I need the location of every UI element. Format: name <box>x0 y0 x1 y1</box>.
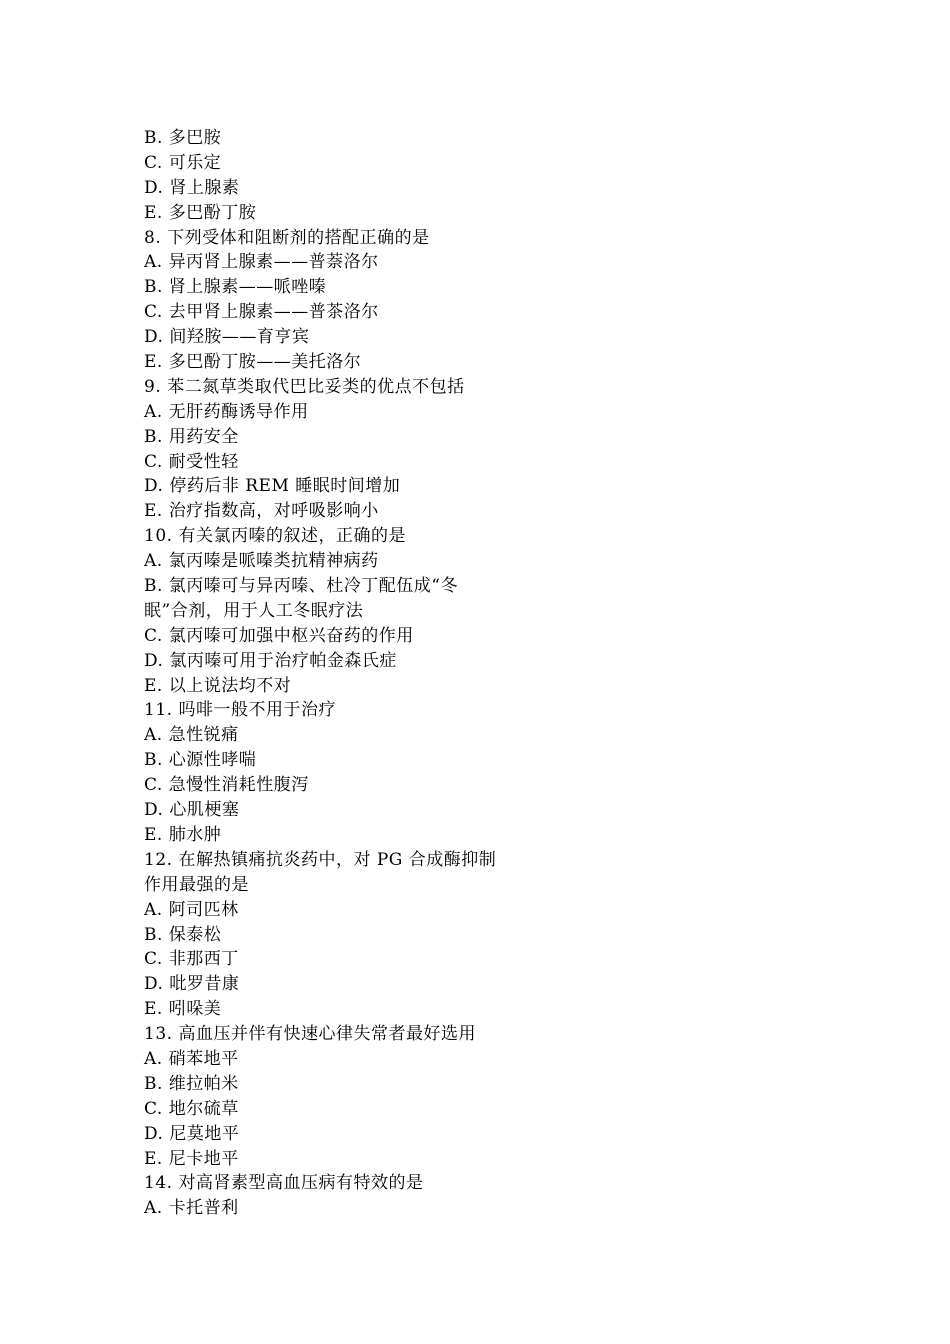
text-line: D. 肾上腺素 <box>144 177 240 198</box>
text-line: E. 吲哚美 <box>144 999 222 1020</box>
text-line: B. 多巴胺 <box>144 128 222 148</box>
text-line: A. 硝苯地平 <box>144 1048 239 1069</box>
text-line: E. 多巴酚丁胺——美托洛尔 <box>144 352 362 373</box>
text-line: E. 以上说法均不对 <box>144 675 292 696</box>
text-line: A. 急性锐痛 <box>144 725 239 746</box>
text-line: C. 非那西丁 <box>144 949 239 970</box>
text-line: E. 治疗指数高，对呼吸影响小 <box>144 501 379 522</box>
text-line: A. 阿司匹林 <box>144 899 239 920</box>
text-line: E. 肺水肿 <box>144 824 222 845</box>
text-line: 作用最强的是 <box>144 874 249 895</box>
text-line: C. 去甲肾上腺素——普茶洛尔 <box>144 302 379 323</box>
text-line: C. 耐受性轻 <box>144 451 239 472</box>
text-line: A. 异丙肾上腺素——普萘洛尔 <box>144 252 379 273</box>
text-line: B. 心源性哮喘 <box>144 750 257 771</box>
text-line: C. 急慢性消耗性腹泻 <box>144 775 309 796</box>
text-line: D. 心肌梗塞 <box>144 800 240 821</box>
question-line: 12. 在解热镇痛抗炎药中，对 PG 合成酶抑制 <box>144 849 497 870</box>
text-line: B. 维拉帕米 <box>144 1073 239 1094</box>
question-line: 14. 对高肾素型高血压病有特效的是 <box>144 1173 424 1194</box>
question-line: 11. 吗啡一般不用于治疗 <box>144 700 336 721</box>
text-line: E. 尼卡地平 <box>144 1148 239 1169</box>
text-line: A. 无肝药酶诱导作用 <box>144 401 309 422</box>
question-line: 13. 高血压并伴有快速心律失常者最好选用 <box>144 1024 476 1045</box>
text-line: B. 保泰松 <box>144 924 222 945</box>
question-line: 10. 有关氯丙嗪的叙述，正确的是 <box>144 526 406 547</box>
text-line: D. 间羟胺——育亨宾 <box>144 327 310 348</box>
document-body <box>144 126 524 1221</box>
question-line: 9. 苯二氮草类取代巴比妥类的优点不包括 <box>144 376 465 397</box>
text-line: D. 尼莫地平 <box>144 1123 240 1144</box>
text-line: D. 停药后非 REM 睡眠时间增加 <box>144 476 401 497</box>
text-line: E. 多巴酚丁胺 <box>144 202 257 223</box>
text-line: C. 地尔硫草 <box>144 1098 239 1119</box>
text-line: B. 肾上腺素——哌唑嗪 <box>144 277 327 298</box>
text-line: C. 可乐定 <box>144 152 222 173</box>
text-line: B. 氯丙嗪可与异丙嗪、杜冷丁配伍成“冬 <box>144 576 458 597</box>
text-line: 眠”合剂，用于人工冬眠疗法 <box>144 600 364 621</box>
text-line: C. 氯丙嗪可加强中枢兴奋药的作用 <box>144 625 414 646</box>
text-line: B. 用药安全 <box>144 426 239 447</box>
text-line: A. 卡托普利 <box>144 1198 239 1219</box>
question-line: 8. 下列受体和阻断剂的搭配正确的是 <box>144 227 430 248</box>
text-line: D. 氯丙嗪可用于治疗帕金森氏症 <box>144 650 397 671</box>
text-line: A. 氯丙嗪是哌嗪类抗精神病药 <box>144 551 379 572</box>
text-line: D. 吡罗昔康 <box>144 974 240 995</box>
